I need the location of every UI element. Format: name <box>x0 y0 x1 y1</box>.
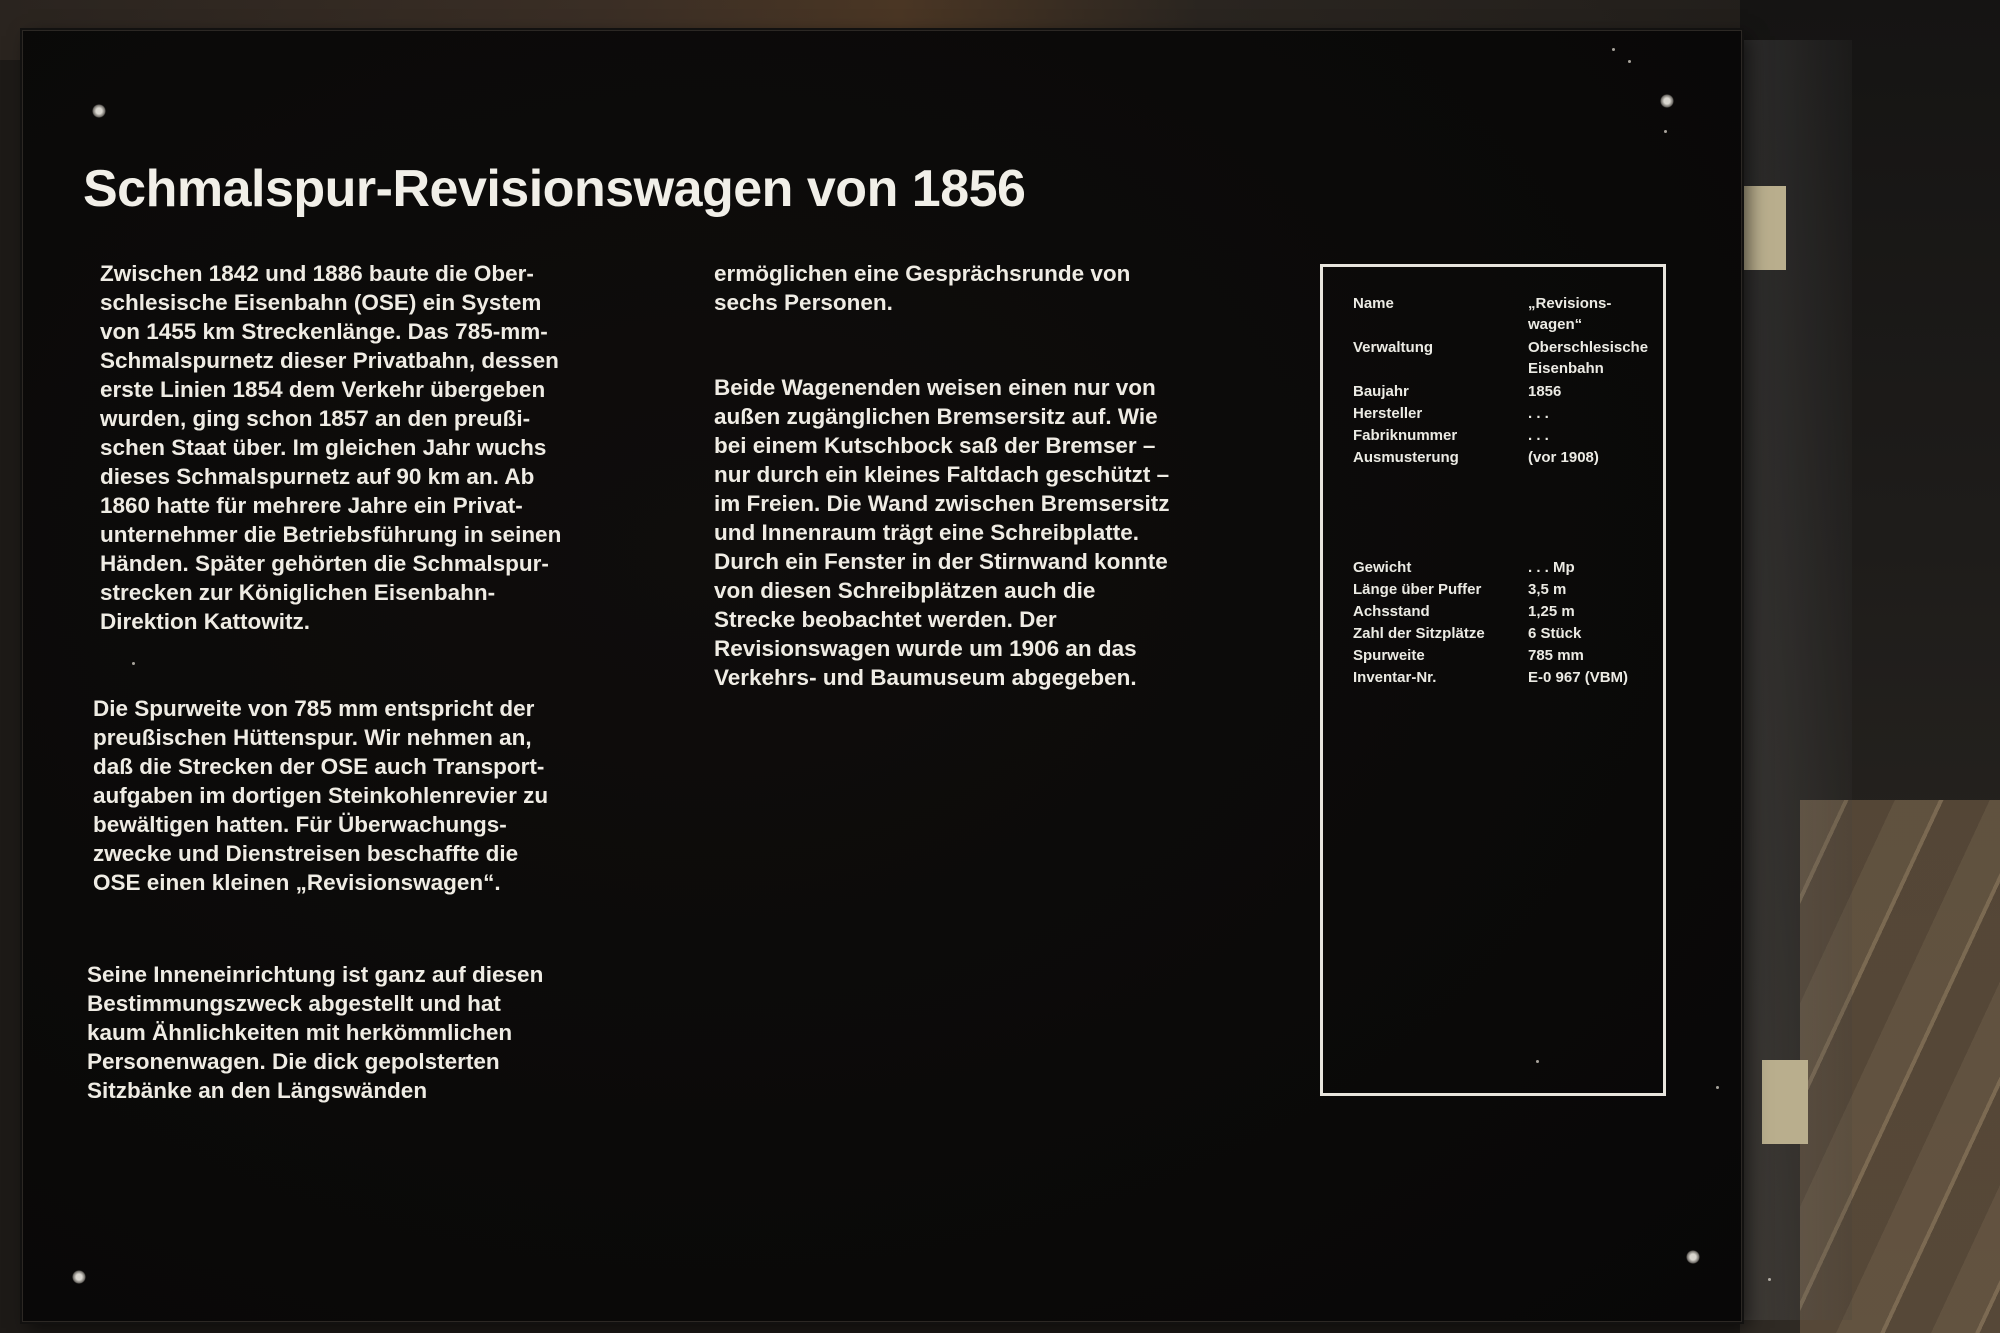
plaque-title: Schmalspur-Revisionswagen von 1856 <box>83 160 1026 218</box>
paragraph-gauge: Die Spurweite von 785 mm entspricht der preußischen Hüttenspur. Wir nehmen an, daß die Strecken der OSE auch Transport- aufgaben im dortigen Steinkohlenrevier zu bewältigen hatten. Für Überwachungs- zwecke und Dienstreisen beschaffte die OSE einen kleinen „Revisionswagen“. <box>93 696 549 895</box>
spec-label: Achsstand <box>1353 603 1430 620</box>
dust-speck <box>1628 60 1631 63</box>
dust-speck <box>1664 130 1667 133</box>
spec-label: Hersteller <box>1353 405 1423 422</box>
tape-strip-bottom <box>1762 1060 1808 1144</box>
spec-value: . . . <box>1528 427 1549 444</box>
paragraph-history: Zwischen 1842 und 1886 baute die Ober- schlesische Eisenbahn (OSE) ein System von 1455 km Streckenlänge. Das 785-mm- Schmalspurnetz dieser Privatbahn, dessen erste Linien 1854 dem Verkehr übergeben wurden, ging schon 1857 an den preußi- schen Staat über. Im gleichen Jahr wuchs dieses Schmalspurnetz auf 90 km an. Ab 1860 hatte für mehrere Jahre ein Privat- unternehmer die Betriebsführung in seinen Händen. Später gehörten die Schmalspur- strecken zur Königlichen Eisenbahn- Direktion Kattowitz. <box>100 261 562 634</box>
spec-label: Verwaltung <box>1353 339 1434 356</box>
spec-value: 1856 <box>1528 383 1562 400</box>
screw-icon <box>92 104 106 118</box>
paragraph-interior: Seine Inneneinrichtung ist ganz auf diesen Bestimmungszweck abgestellt und hat kaum Ähnlichkeiten mit herkömmlichen Personenwagen. Die dick gepolsterten Sitzbänke an den Längswänden <box>87 962 544 1103</box>
screw-icon <box>1686 1250 1700 1264</box>
dust-speck <box>132 662 135 665</box>
spec-value: (vor 1908) <box>1528 449 1599 466</box>
specifications-box <box>1320 264 1666 1096</box>
spec-label: Ausmusterung <box>1353 449 1459 466</box>
spec-value: . . . Mp <box>1528 559 1575 576</box>
spec-value: E-0 967 (VBM) <box>1528 669 1629 686</box>
spec-value: 6 Stück <box>1528 625 1582 642</box>
paragraph-interior-continued: ermöglichen eine Gesprächsrunde von sechs Personen. <box>714 261 1131 315</box>
spec-value: Oberschlesische Eisenbahn <box>1528 339 1649 377</box>
spec-label: Länge über Puffer <box>1353 581 1482 598</box>
screw-icon <box>1660 94 1674 108</box>
spec-label: Inventar-Nr. <box>1353 669 1437 686</box>
spec-label: Name <box>1353 295 1394 312</box>
dust-speck <box>1612 48 1615 51</box>
spec-value: 785 mm <box>1528 647 1584 664</box>
paragraph-brakes: Beide Wagenenden weisen einen nur von außen zugänglichen Bremsersitz auf. Wie bei einem Kutschbock saß der Bremser – nur durch ein kleines Faltdach geschützt – im Freien. Die Wand zwischen Bremsersitz und Innenraum trägt eine Schreibplatte. Durch ein Fenster in der Stirnwand konnte von diesen Schreibplätzen auch die Strecke beobachtet werden. Der Revisionswagen wurde um 1906 an das Verkehrs- und Baumuseum abgegeben. <box>714 375 1170 690</box>
spec-label: Gewicht <box>1353 559 1412 576</box>
dust-speck <box>1716 1086 1719 1089</box>
spec-value: 3,5 m <box>1528 581 1567 598</box>
spec-value: 1,25 m <box>1528 603 1575 620</box>
tape-strip-top <box>1740 186 1786 270</box>
spec-label: Spurweite <box>1353 647 1425 664</box>
spec-label: Fabriknummer <box>1353 427 1458 444</box>
spec-value: „Revisions- wagen“ <box>1528 295 1612 333</box>
dust-speck <box>1768 1278 1771 1281</box>
dust-speck <box>1536 1060 1539 1063</box>
screw-icon <box>72 1270 86 1284</box>
spec-value: . . . <box>1528 405 1549 422</box>
spec-label: Baujahr <box>1353 383 1409 400</box>
spec-label: Zahl der Sitzplätze <box>1353 625 1485 642</box>
